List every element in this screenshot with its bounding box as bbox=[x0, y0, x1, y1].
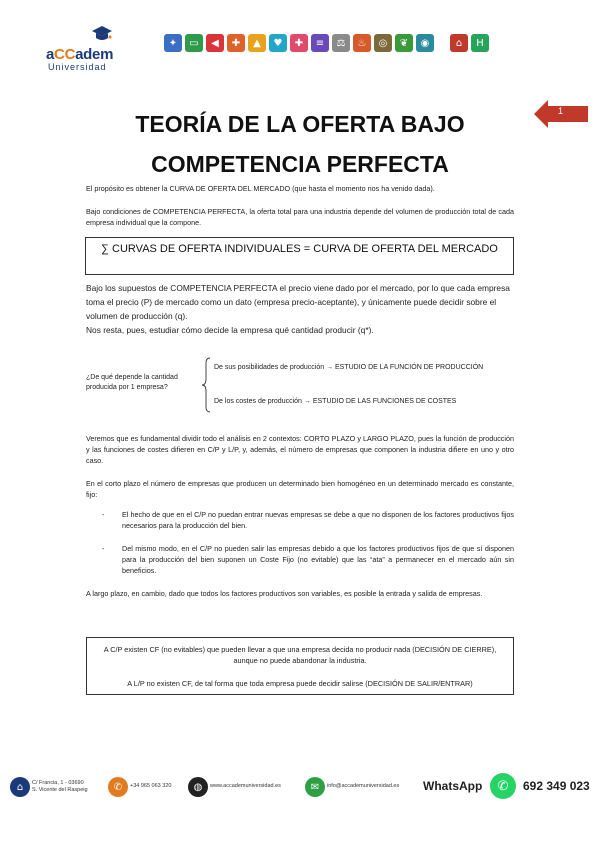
paragraph-conditions: Bajo condiciones de COMPETENCIA PERFECTA, la oferta total para una industria depende del volumen de producción total de cada empresa individual que la compone. bbox=[86, 207, 514, 227]
paragraph-contexts: Veremos que es fundamental dividir todo el análisis en 2 contextos: CORTO PLAZO y LARGO PLAZO, pues la función de producción y las funciones de costes difieren en C/P y L/P, y, además, el número de empresas que componen la industria difiere en uno y otro caso. bbox=[86, 434, 514, 465]
bullet-text: El hecho de que en el C/P no puedan entrar nuevas empresas se debe a que no disponen de los factores productivos fijos necesarios para la producción del bien. bbox=[122, 510, 514, 530]
dental-icon[interactable]: ✦ bbox=[164, 34, 182, 52]
icon-separator bbox=[437, 34, 447, 52]
whatsapp-icon[interactable]: ✆ bbox=[490, 773, 516, 799]
flask-icon[interactable]: ▲ bbox=[248, 34, 266, 52]
footer-tel[interactable]: +34 965 063 320 bbox=[130, 783, 172, 789]
option-production: De sus posibilidades de producción → ESTUDIO DE LA FUNCIÓN DE PRODUCCIÓN bbox=[214, 364, 484, 371]
list-item bbox=[100, 509, 514, 531]
summary-short-run: A C/P existen CF (no evitables) que pueden llevar a que una empresa decida no producir nada (DECISIÓN DE CIERRE), aunque no puede abandonar la industria. bbox=[103, 645, 497, 665]
bullet-text: Del mismo modo, en el C/P no pueden salir las empresas debido a que los factores productivos fijos de que sí disponen para la producción del bien suponen un Coste Fijo (no evitable) que las “ata” a permanecer en el mercado aún sin beneficios. bbox=[122, 544, 514, 575]
footer-phone[interactable]: 692 349 023 bbox=[523, 779, 590, 793]
globe-icon: ◍ bbox=[188, 777, 208, 797]
phone-icon: ✆ bbox=[108, 777, 128, 797]
footer-email-link[interactable]: info@accademuniversidad.es bbox=[327, 783, 400, 789]
graduation-cap-icon bbox=[92, 24, 112, 44]
leaf-icon[interactable]: ❦ bbox=[395, 34, 413, 52]
chef-icon[interactable]: ♨ bbox=[353, 34, 371, 52]
paragraph-purpose: El propósito es obtener la CURVA DE OFERTA DEL MERCADO (que hasta el momento nos ha venido dada). bbox=[86, 184, 435, 193]
page-title: TEORÍA DE LA OFERTA BAJO COMPETENCIA PERFECTA bbox=[135, 111, 465, 177]
whatsapp-label: WhatsApp bbox=[423, 779, 483, 793]
intro-paragraph: Bajo los supuestos de COMPETENCIA PERFECTA el precio viene dado por el mercado, por lo que cada empresa toma el precio (P) de mercado como un dato (empresa precio-aceptante), y únicamente puede decidir sobre el volumen de producción (q). bbox=[86, 283, 510, 321]
page-number: 1 bbox=[558, 106, 564, 116]
nurse-icon[interactable]: ✚ bbox=[290, 34, 308, 52]
bullet-dash: - bbox=[102, 510, 105, 519]
mail-icon: ✉ bbox=[305, 777, 325, 797]
page-footer bbox=[0, 770, 599, 804]
highlight-box-sum: ∑ CURVAS DE OFERTA INDIVIDUALES = CURVA DE OFERTA DEL MERCADO bbox=[85, 237, 514, 275]
question-label: ¿De qué depende la cantidad producida por 1 empresa? bbox=[86, 374, 178, 391]
scales-icon[interactable]: ⚖ bbox=[332, 34, 350, 52]
intro-conclusion: Nos resta, pues, estudiar cómo decide la empresa qué cantidad producir (q*). bbox=[86, 325, 374, 335]
home-icon: ⌂ bbox=[10, 777, 30, 797]
globe-icon[interactable]: ◉ bbox=[416, 34, 434, 52]
logo-subtitle: Universidad bbox=[48, 62, 107, 72]
paragraph-long-run: A largo plazo, en cambio, dado que todos los factores productivos son variables, es posible la entrada y salida de empresas. bbox=[86, 589, 483, 598]
option-costs: De los costes de producción → ESTUDIO DE LAS FUNCIONES DE COSTES bbox=[214, 398, 457, 405]
hospital-icon[interactable]: H bbox=[471, 34, 489, 52]
bullet-list bbox=[100, 509, 514, 588]
tools-icon[interactable]: ✚ bbox=[227, 34, 245, 52]
heart-pulse-icon[interactable]: ♥ bbox=[269, 34, 287, 52]
document-icon[interactable]: ≡ bbox=[311, 34, 329, 52]
paragraph-short-run: En el corto plazo el número de empresas que producen un determinado bien homogéneo en un determinado mercado es constante, fijo: bbox=[86, 479, 514, 499]
list-item bbox=[100, 543, 514, 576]
summary-box bbox=[86, 637, 514, 695]
bullet-dash: - bbox=[102, 544, 105, 553]
accadem-logo[interactable] bbox=[46, 24, 146, 70]
logo-brand: aCCadem bbox=[46, 46, 114, 63]
footer-web-link[interactable]: www.accademuniversidad.es bbox=[210, 783, 281, 789]
target-icon[interactable]: ◎ bbox=[374, 34, 392, 52]
page-number-badge bbox=[534, 100, 588, 128]
megaphone-icon[interactable]: ◀ bbox=[206, 34, 224, 52]
footer-address: C/ Francia, 1 - 03690 S. Vicente del Raspeig bbox=[32, 780, 88, 793]
intro-block bbox=[86, 281, 514, 337]
summary-long-run: A L/P no existen CF, de tal forma que toda empresa puede decidir salirse (DECISIÓN DE SALIR/ENTRAR) bbox=[127, 679, 473, 688]
faculty-icon-bar bbox=[164, 34, 489, 52]
brace-icon bbox=[200, 357, 214, 413]
university-icon[interactable]: ⌂ bbox=[450, 34, 468, 52]
monitor-icon[interactable]: ▭ bbox=[185, 34, 203, 52]
